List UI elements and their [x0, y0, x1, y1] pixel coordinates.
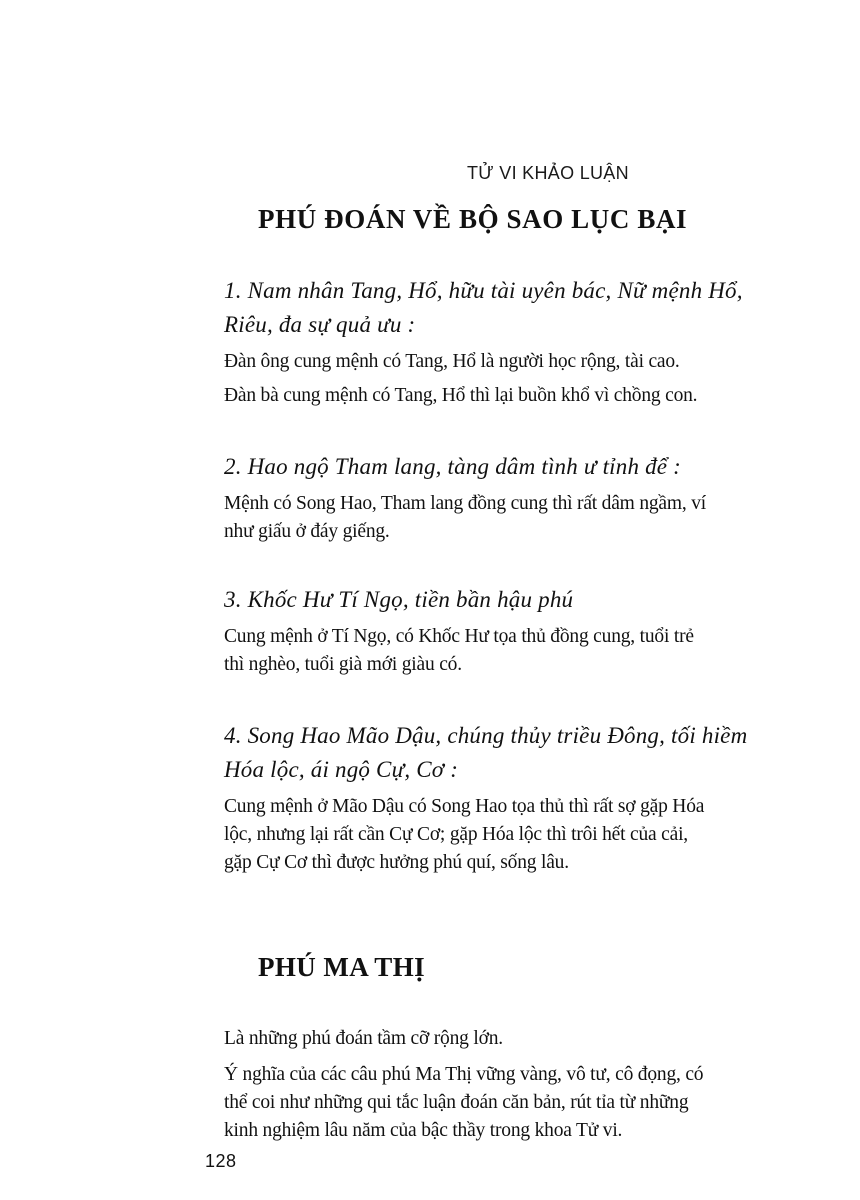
verse-line: 2. Hao ngộ Tham lang, tàng dâm tình ư tỉnh để :	[224, 454, 682, 479]
gloss-line: Cung mệnh ở Tí Ngọ, có Khốc Hư tọa thủ đồng cung, tuổi trẻ	[224, 626, 694, 647]
chapter-title: PHÚ ĐOÁN VỀ BỘ SAO LỤC BẠI	[258, 204, 688, 234]
gloss-line: Đàn ông cung mệnh có Tang, Hổ là người học rộng, tài cao.	[224, 351, 680, 372]
gloss-line: Cung mệnh ở Mão Dậu có Song Hao tọa thủ thì rất sợ gặp Hóa	[224, 796, 705, 817]
paragraph-line: thể coi như những qui tắc luận đoán căn bản, rút tỉa từ những	[224, 1092, 689, 1113]
verse-line: Hóa lộc, ái ngộ Cự, Cơ :	[224, 757, 459, 782]
section-title: PHÚ MA THỊ	[258, 952, 426, 982]
verse-line: 3. Khốc Hư Tí Ngọ, tiền bần hậu phú	[224, 587, 574, 612]
paragraph-line: kinh nghiệm lâu năm của bậc thầy trong khoa Tử vi.	[224, 1120, 623, 1141]
running-header: TỬ VI KHẢO LUẬN	[467, 163, 629, 183]
gloss-line: Mệnh có Song Hao, Tham lang đồng cung thì rất dâm ngầm, ví	[224, 493, 706, 514]
gloss-line: lộc, nhưng lại rất cần Cự Cơ; gặp Hóa lộc thì trôi hết của cải,	[224, 824, 688, 845]
page-number: 128	[205, 1151, 237, 1171]
gloss-line: Đàn bà cung mệnh có Tang, Hổ thì lại buồn khổ vì chồng con.	[224, 385, 698, 406]
verse-line: 4. Song Hao Mão Dậu, chúng thủy triều Đông, tối hiềm	[224, 723, 748, 748]
paragraph-line: Là những phú đoán tầm cỡ rộng lớn.	[224, 1028, 503, 1049]
gloss-line: như giấu ở đáy giếng.	[224, 521, 390, 542]
paragraph-line: Ý nghĩa của các câu phú Ma Thị vững vàng, vô tư, cô đọng, có	[224, 1064, 704, 1085]
gloss-line: gặp Cự Cơ thì được hưởng phú quí, sống lâu.	[224, 852, 569, 873]
gloss-line: thì nghèo, tuổi già mới giàu có.	[224, 654, 462, 675]
verse-line: 1. Nam nhân Tang, Hổ, hữu tài uyên bác, Nữ mệnh Hổ,	[224, 278, 743, 303]
verse-line: Riêu, đa sự quả ưu :	[224, 312, 416, 337]
